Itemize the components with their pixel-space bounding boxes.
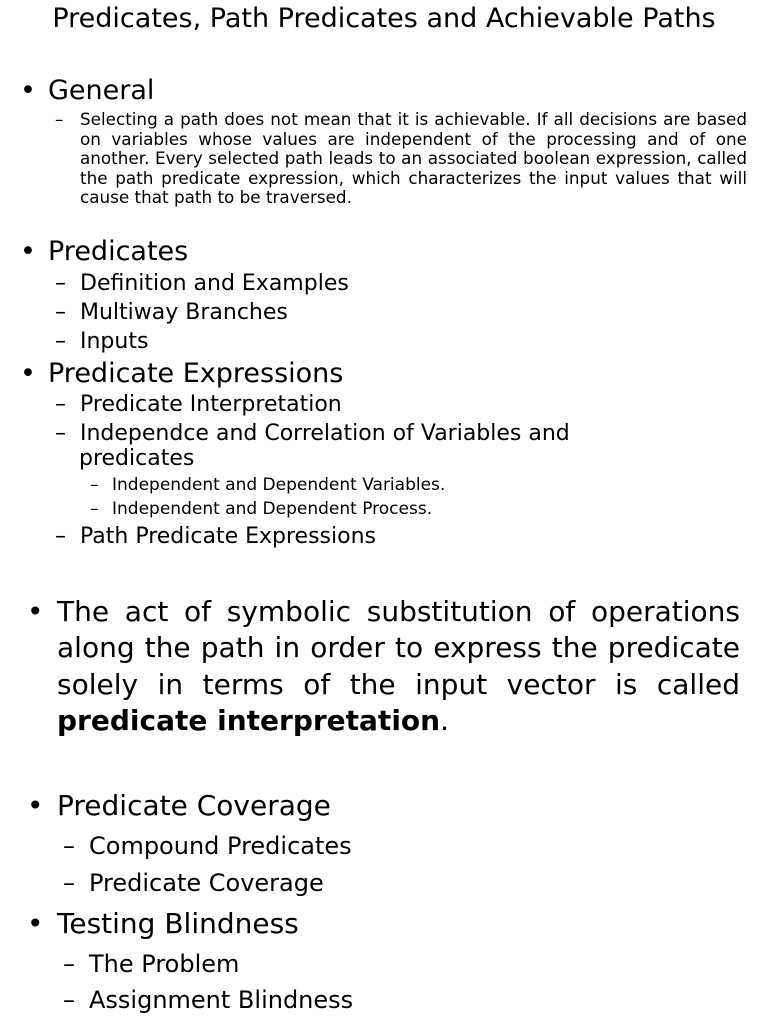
dash-glyph: –	[63, 950, 75, 978]
expr-item-interpretation: Predicate Interpretation	[80, 392, 342, 417]
subitem-variables: Independent and Dependent Variables.	[112, 475, 446, 495]
statement-text: The act of symbolic substitution of operations along the path in order to express the predicate solely in terms of the input vector is called	[57, 595, 740, 701]
predicates-item-inputs: Inputs	[80, 329, 149, 354]
list-item	[55, 421, 570, 471]
predicate-expressions-heading: Predicate Expressions	[48, 358, 344, 389]
list-item	[90, 474, 445, 496]
list-item	[63, 985, 353, 1015]
bullet-predicate-coverage	[27, 789, 331, 823]
dash-glyph: –	[55, 392, 66, 417]
list-item	[55, 392, 342, 417]
dash-glyph: –	[55, 329, 66, 354]
bullet-predicate-expressions	[20, 358, 343, 390]
dash-glyph: –	[55, 421, 66, 446]
dash-glyph: –	[55, 109, 64, 129]
list-item	[63, 949, 239, 979]
dash-glyph: –	[55, 300, 66, 325]
dash-glyph: –	[90, 475, 99, 495]
dash-glyph: –	[63, 869, 75, 897]
predicates-item-multiway: Multiway Branches	[80, 300, 288, 325]
blindness-heading: Testing Blindness	[57, 907, 299, 940]
predicates-item-definition: Definition and Examples	[80, 271, 349, 296]
statement-period: .	[440, 703, 449, 737]
list-item	[55, 329, 148, 354]
blindness-item-problem: The Problem	[89, 950, 240, 978]
coverage-item-coverage: Predicate Coverage	[89, 869, 324, 897]
list-item	[55, 524, 376, 549]
predicates-heading: Predicates	[48, 236, 189, 267]
bullet-general	[20, 75, 154, 107]
list-item	[63, 868, 324, 898]
list-item	[90, 498, 432, 520]
expr-item-independence: Independce and Correlation of Variables and	[80, 421, 570, 446]
list-item	[55, 300, 288, 325]
statement-bold-term: predicate interpretation	[57, 703, 441, 737]
bullet-glyph: •	[20, 358, 36, 389]
bullet-glyph: •	[27, 595, 44, 628]
bullet-glyph: •	[27, 789, 44, 822]
slide-title: Predicates, Path Predicates and Achievable Paths	[52, 3, 716, 34]
bullet-glyph: •	[27, 907, 44, 940]
dash-glyph: –	[63, 832, 75, 860]
bullet-predicates	[20, 236, 188, 268]
expr-item-independence-cont: predicates	[79, 446, 195, 471]
expr-item-path-predicate: Path Predicate Expressions	[80, 524, 376, 549]
dash-glyph: –	[63, 986, 75, 1014]
list-item	[55, 271, 349, 296]
bullet-glyph: •	[20, 75, 36, 106]
interpretation-statement	[57, 594, 740, 739]
general-paragraph: Selecting a path does not mean that it is achievable. If all decisions are based on variables whose values are independent of the processing and of one another. Every selected path leads to an associated boolean expression, called the path predicate expression, which characterizes the input values that will cause that path to be traversed.	[80, 109, 747, 208]
general-heading: General	[48, 75, 155, 106]
coverage-item-compound: Compound Predicates	[89, 832, 352, 860]
coverage-heading: Predicate Coverage	[57, 789, 331, 822]
bullet-testing-blindness	[27, 907, 299, 941]
dash-glyph: –	[55, 271, 66, 296]
bullet-glyph: •	[20, 236, 36, 267]
dash-glyph: –	[55, 524, 66, 549]
dash-glyph: –	[90, 499, 99, 519]
list-item	[63, 831, 352, 861]
blindness-item-assignment: Assignment Blindness	[89, 986, 354, 1014]
subitem-process: Independent and Dependent Process.	[112, 499, 433, 519]
